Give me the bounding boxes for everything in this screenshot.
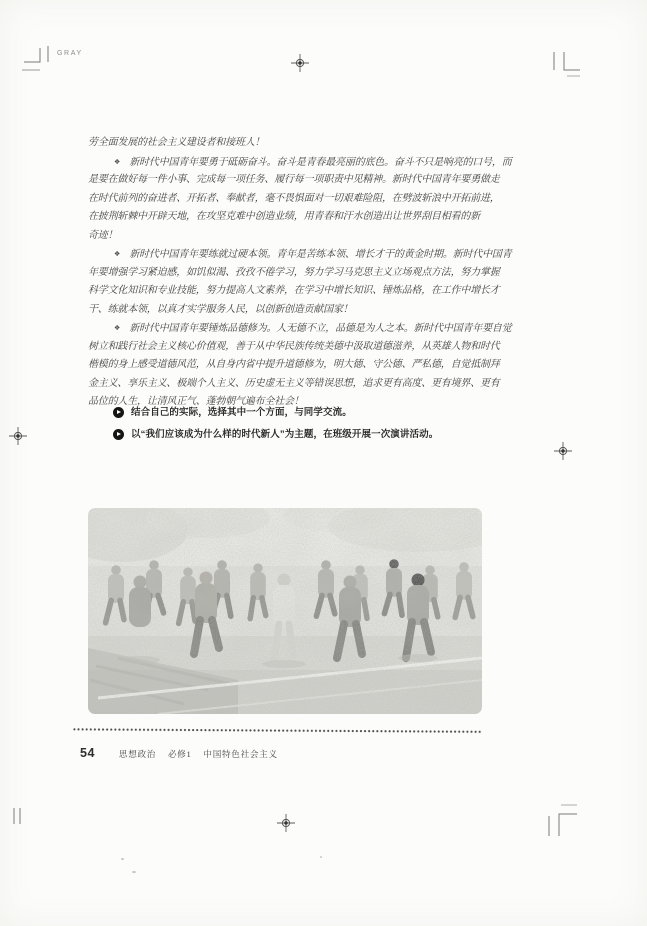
page-footer <box>80 746 278 760</box>
scan-speck <box>132 871 136 873</box>
registration-mark-left <box>9 427 27 445</box>
book-volume: 必修1 <box>167 749 192 759</box>
body-line-text: 劳全面发展的社会主义建设者和接班人！ <box>88 137 265 148</box>
body-line-text: 新时代中国青年要锤炼品德修为。人无德不立，品德是为人之本。新时代中国青年要自觉 <box>129 323 512 334</box>
body-text-line <box>88 245 512 264</box>
crop-mark-bottom-right <box>544 802 582 840</box>
body-text-line <box>88 356 504 375</box>
plate-color-label: GRAY <box>57 50 83 57</box>
activities-list <box>113 405 438 449</box>
play-circle-bullet-icon <box>113 407 124 418</box>
body-text-line <box>88 338 504 357</box>
body-text-line <box>88 208 504 227</box>
page-number: 54 <box>80 746 95 760</box>
dotted-divider <box>73 728 481 734</box>
body-line-text: 年要增强学习紧迫感，如饥似渴、孜孜不倦学习，努力学习马克思主义立场观点方法，努力掌握 <box>88 266 500 278</box>
body-lines <box>88 134 512 412</box>
body-text-line <box>88 264 504 283</box>
body-line-text: 在时代前列的奋进者、开拓者、奉献者，毫不畏惧面对一切艰难险阻，在劈波斩浪中开拓前进， <box>88 192 500 204</box>
activity-text: 结合自己的实际，选择其中一个方面，与同学交流。 <box>131 407 352 418</box>
crop-mark-top-right <box>550 46 584 80</box>
activity-item <box>113 427 438 449</box>
body-text-line <box>88 227 504 246</box>
body-line-text: 楷模的身上感受道德风范，从自身内省中提升道德修为，明大德、守公德、严私德，自觉抵制拜 <box>88 359 500 370</box>
body-line-text: 是要在做好每一件小事、完成每一项任务、履行每一项职责中见精神。新时代中国青年要勇做走 <box>88 174 500 185</box>
scan-speck <box>320 856 322 858</box>
book-subtitle: 中国特色社会主义 <box>203 749 278 759</box>
body-text-line <box>88 282 504 301</box>
paragraph-marker-icon: ❖ <box>114 250 121 258</box>
body-line-text: 在披荆斩棘中开辟天地，在攻坚克难中创造业绩，用青春和汗水创造出让世界刮目相看的新 <box>88 211 480 222</box>
play-circle-bullet-icon <box>113 429 124 440</box>
body-line-text: 新时代中国青年要勇于砥砺奋斗。奋斗是青春最亮丽的底色。奋斗不只是响亮的口号，而 <box>129 156 512 168</box>
photo-students-running <box>88 508 482 714</box>
registration-mark-top-center <box>291 54 309 72</box>
paragraph-marker-icon: ❖ <box>114 324 121 332</box>
registration-mark-right <box>554 442 572 460</box>
book-series: 思想政治 <box>118 749 157 759</box>
body-text-line <box>88 171 504 190</box>
body-line-text: 科学文化知识和专业技能，努力提高人文素养，在学习中增长知识、锤炼品格，在工作中增长才 <box>88 285 500 296</box>
body-line-text: 树立和践行社会主义核心价值观，善于从中华民族传统美德中汲取道德滋养，从英雄人物和时代 <box>88 340 500 352</box>
registration-mark-bottom-center <box>277 814 295 832</box>
body-text-line <box>88 134 504 153</box>
crop-mark-top-left <box>20 44 54 74</box>
photo-artwork <box>88 508 482 714</box>
body-text-line <box>88 319 512 338</box>
body-line-text: 金主义、享乐主义、极端个人主义、历史虚无主义等错误思想，追求更有高度、更有境界、更有 <box>88 377 500 389</box>
body-line-text: 新时代中国青年要练就过硬本领。青年是苦练本领、增长才干的黄金时期。新时代中国青 <box>129 249 512 260</box>
page-body-text <box>88 134 512 412</box>
crop-mark-bottom-left <box>10 806 24 826</box>
body-text-line <box>88 375 504 394</box>
body-text-line <box>88 301 504 320</box>
body-text-line <box>88 190 504 209</box>
scan-speck <box>121 858 124 860</box>
body-line-text: 奇迹！ <box>88 229 118 241</box>
paragraph-marker-icon: ❖ <box>114 157 121 166</box>
body-line-text: 品位的人生，让清风正气、蓬勃朝气遍布全社会！ <box>88 396 304 407</box>
body-line-text: 干、练就本领，以真才实学服务人民，以创新创造贡献国家！ <box>88 303 353 315</box>
activity-text: 以“我们应该成为什么样的时代新人”为主题，在班级开展一次演讲活动。 <box>131 429 439 440</box>
body-text-line <box>88 153 512 172</box>
activity-item <box>113 405 438 427</box>
book-title <box>119 748 278 760</box>
